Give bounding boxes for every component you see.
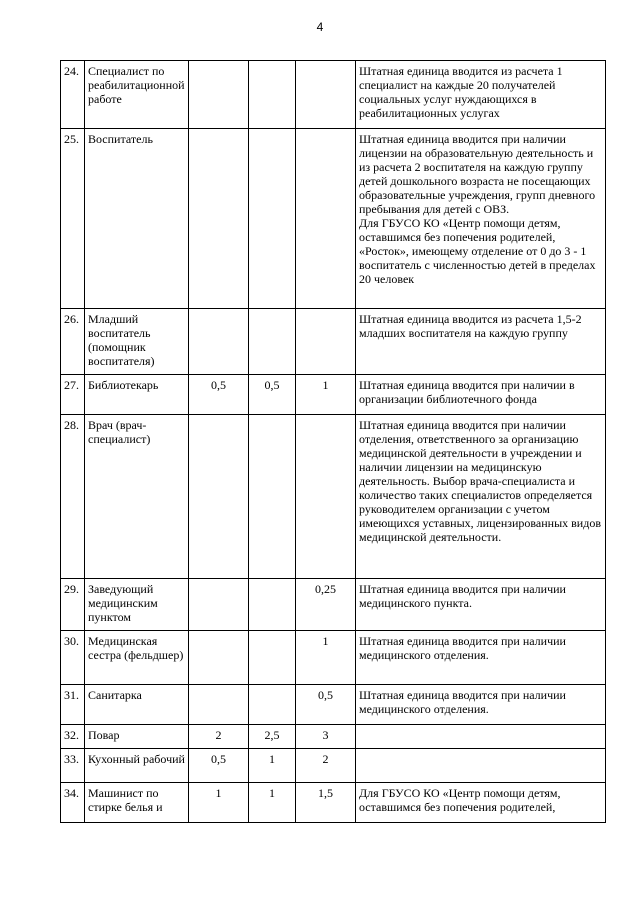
position-name: Специалист по реабилитационной работе xyxy=(85,61,189,129)
table-row xyxy=(61,415,606,579)
table-row xyxy=(61,631,606,685)
value-column-2 xyxy=(249,631,296,685)
page-number: 4 xyxy=(316,20,324,34)
value-column-1: 0,5 xyxy=(189,749,249,783)
value-column-1 xyxy=(189,61,249,129)
value-column-2 xyxy=(249,129,296,309)
value-column-2 xyxy=(249,579,296,631)
value-column-1 xyxy=(189,685,249,725)
row-number: 31. xyxy=(61,685,85,725)
staffing-note xyxy=(356,725,606,749)
staffing-note: Штатная единица вводится при наличии в организации библиотечного фонда xyxy=(356,375,606,415)
position-name: Врач (врач-специалист) xyxy=(85,415,189,579)
staffing-note: Штатная единица вводится из расчета 1 специалист на каждые 20 получателей социальных услуг нуждающихся в реабилитационных услугах xyxy=(356,61,606,129)
value-column-1: 0,5 xyxy=(189,375,249,415)
position-name: Кухонный рабочий xyxy=(85,749,189,783)
value-column-2: 1 xyxy=(249,749,296,783)
value-column-1 xyxy=(189,129,249,309)
value-column-3: 0,5 xyxy=(296,685,356,725)
position-name: Библиотекарь xyxy=(85,375,189,415)
row-number: 34. xyxy=(61,783,85,823)
value-column-2: 2,5 xyxy=(249,725,296,749)
position-name: Заведующий медицинским пунктом xyxy=(85,579,189,631)
value-column-3: 1 xyxy=(296,375,356,415)
staffing-note: Штатная единица вводится из расчета 1,5-2 младших воспитателя на каждую группу xyxy=(356,309,606,375)
value-column-2: 1 xyxy=(249,783,296,823)
row-number: 30. xyxy=(61,631,85,685)
table-row xyxy=(61,725,606,749)
table-row xyxy=(61,749,606,783)
value-column-3: 1,5 xyxy=(296,783,356,823)
table-row xyxy=(61,309,606,375)
row-number: 24. xyxy=(61,61,85,129)
row-number: 32. xyxy=(61,725,85,749)
value-column-2 xyxy=(249,685,296,725)
table-row xyxy=(61,129,606,309)
value-column-3: 2 xyxy=(296,749,356,783)
staffing-note: Штатная единица вводится при наличии лицензии на образовательную деятельность и из расчета 2 воспитателя на каждую группу детей дошкольного возраста не посещающих образовательные учреждения, групп дневного пребывания для детей с ОВЗ. Для ГБУСО КО «Центр помощи детям, оставшимся без попечения родителей, «Росток», имеющему отделение от 0 до 3 - 1 воспитатель с численностью детей в пределах 20 человек xyxy=(356,129,606,309)
value-column-2 xyxy=(249,61,296,129)
row-number: 25. xyxy=(61,129,85,309)
value-column-1: 2 xyxy=(189,725,249,749)
staffing-note: Штатная единица вводится при наличии медицинского пункта. xyxy=(356,579,606,631)
value-column-1 xyxy=(189,309,249,375)
value-column-2: 0,5 xyxy=(249,375,296,415)
row-number: 33. xyxy=(61,749,85,783)
staffing-note: Штатная единица вводится при наличии отделения, ответственного за организацию медицинской деятельности в учреждении и наличии лицензии на медицинскую деятельность. Выбор врача-специалиста и количество таких специалистов определяется руководителем организации с учетом имеющихся уставных, лицензированных видов медицинской деятельности. xyxy=(356,415,606,579)
value-column-3: 3 xyxy=(296,725,356,749)
row-number: 26. xyxy=(61,309,85,375)
staffing-note: Для ГБУСО КО «Центр помощи детям, оставшимся без попечения родителей, xyxy=(356,783,606,823)
value-column-3 xyxy=(296,129,356,309)
value-column-1 xyxy=(189,631,249,685)
row-number: 29. xyxy=(61,579,85,631)
staffing-note: Штатная единица вводится при наличии медицинского отделения. xyxy=(356,685,606,725)
table-row xyxy=(61,61,606,129)
row-number: 27. xyxy=(61,375,85,415)
value-column-2 xyxy=(249,415,296,579)
position-name: Медицинская сестра (фельдшер) xyxy=(85,631,189,685)
staffing-table xyxy=(60,60,606,823)
position-name: Санитарка xyxy=(85,685,189,725)
table-row xyxy=(61,685,606,725)
table-row xyxy=(61,783,606,823)
position-name: Воспитатель xyxy=(85,129,189,309)
value-column-1: 1 xyxy=(189,783,249,823)
value-column-2 xyxy=(249,309,296,375)
position-name: Машинист по стирке белья и xyxy=(85,783,189,823)
row-number: 28. xyxy=(61,415,85,579)
table-row xyxy=(61,375,606,415)
value-column-3 xyxy=(296,61,356,129)
table-row xyxy=(61,579,606,631)
value-column-1 xyxy=(189,415,249,579)
position-name: Младший воспитатель (помощник воспитателя) xyxy=(85,309,189,375)
value-column-3 xyxy=(296,309,356,375)
value-column-3 xyxy=(296,415,356,579)
value-column-1 xyxy=(189,579,249,631)
value-column-3: 0,25 xyxy=(296,579,356,631)
value-column-3: 1 xyxy=(296,631,356,685)
staffing-note: Штатная единица вводится при наличии медицинского отделения. xyxy=(356,631,606,685)
position-name: Повар xyxy=(85,725,189,749)
staffing-note xyxy=(356,749,606,783)
